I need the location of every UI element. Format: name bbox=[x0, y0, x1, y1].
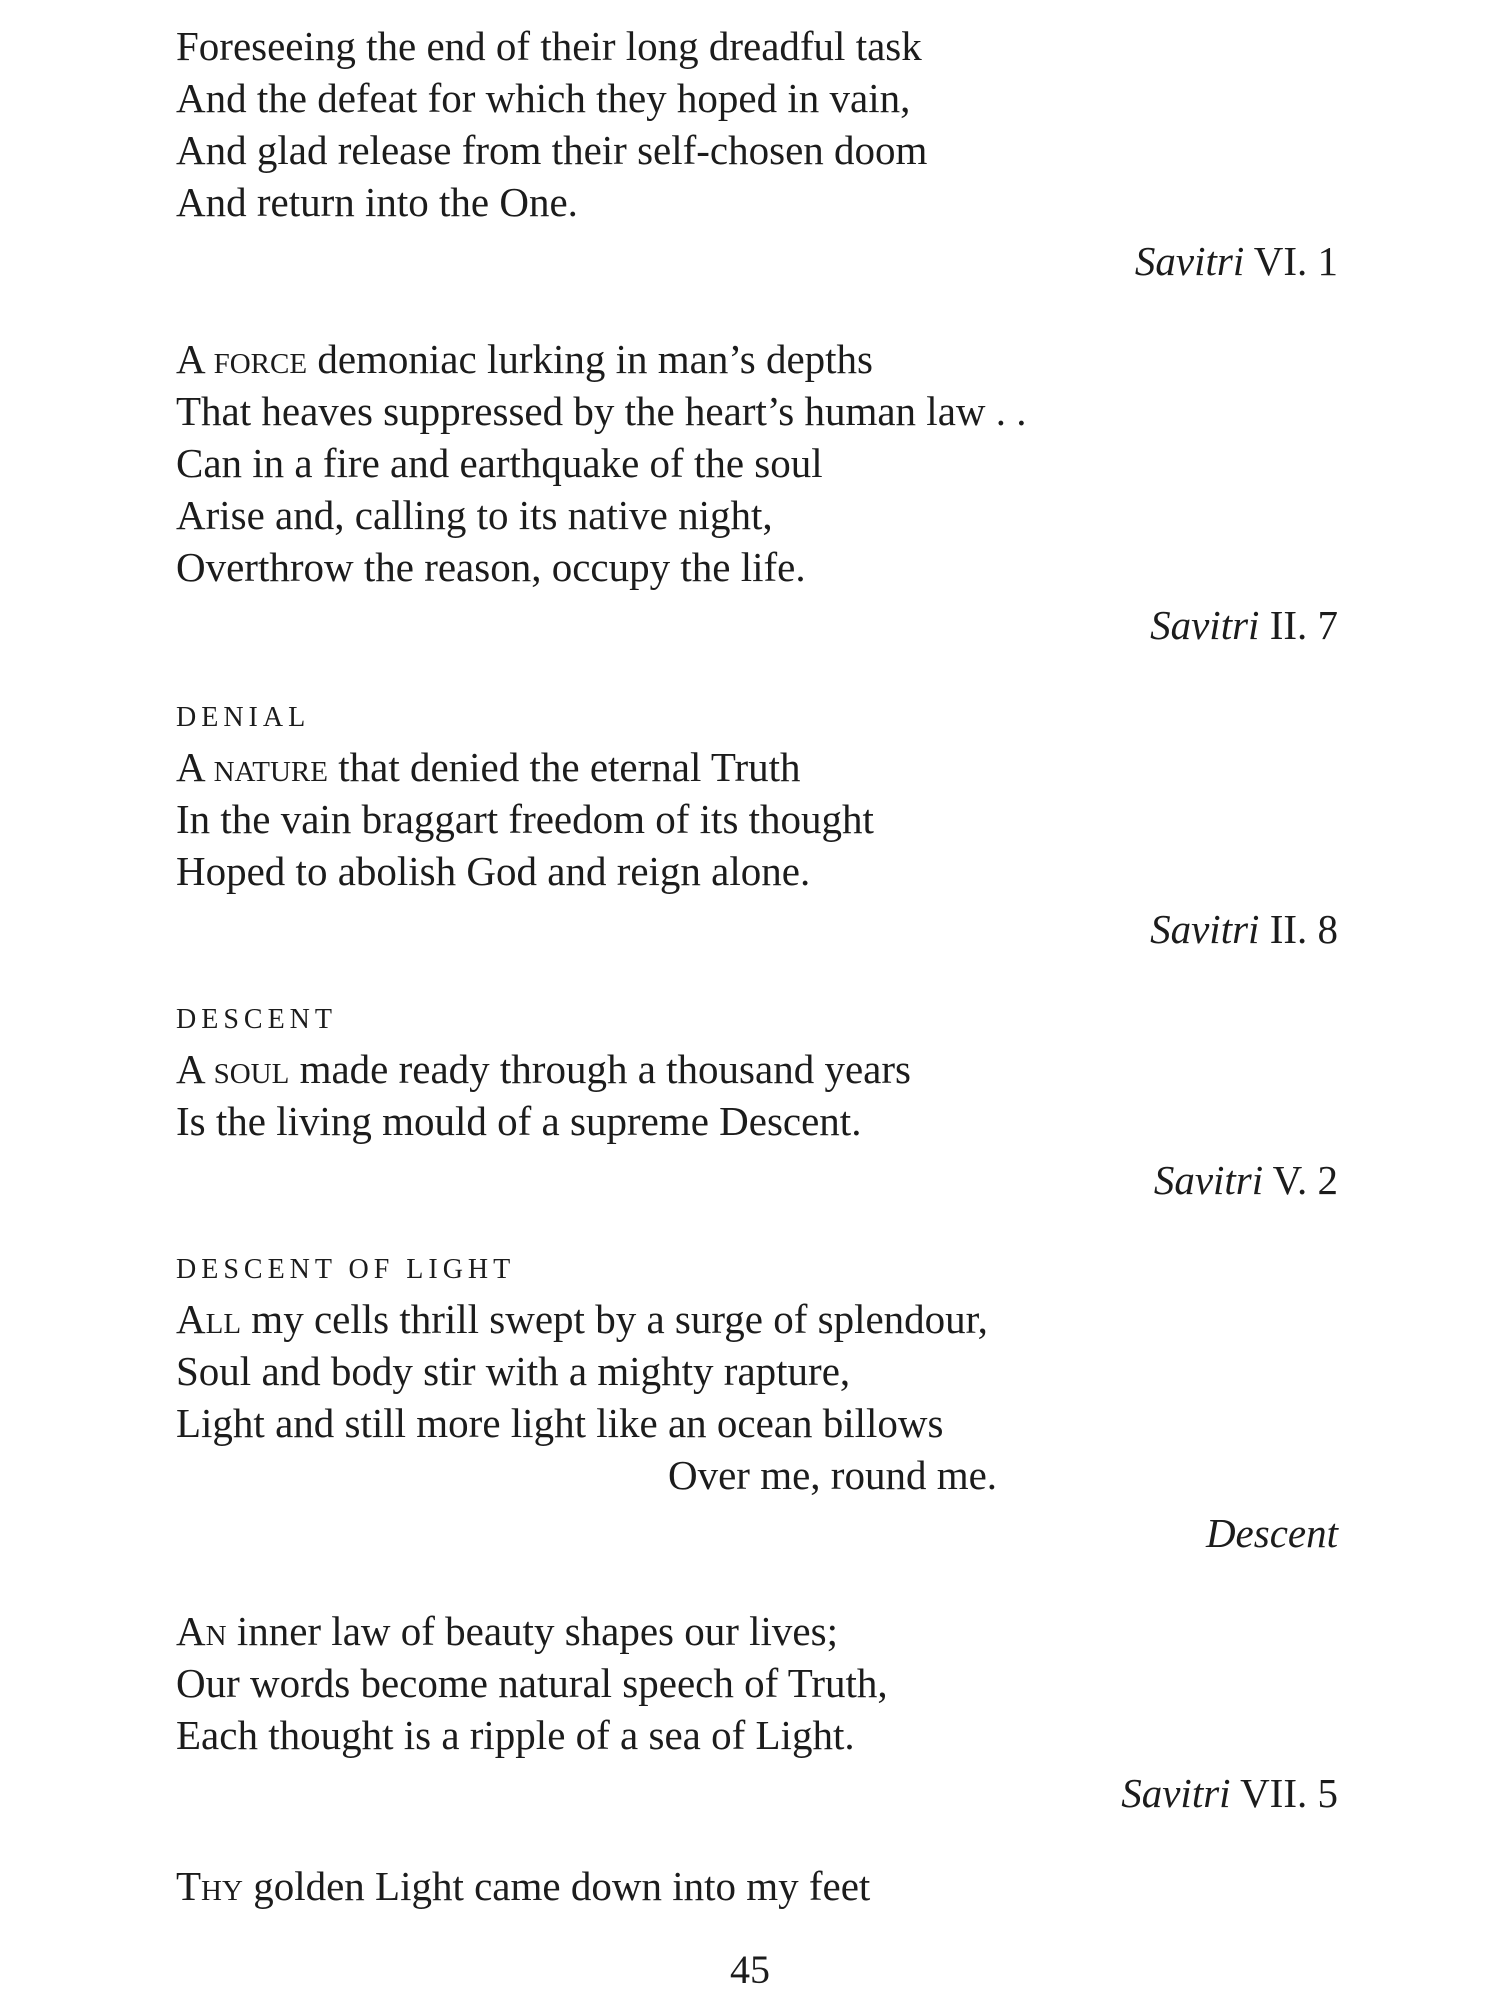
citation bbox=[1121, 1767, 1338, 1819]
verse-line: And the defeat for which they hoped in vain, bbox=[176, 75, 911, 121]
verse-line: Each thought is a ripple of a sea of Light. bbox=[176, 1712, 855, 1758]
line-rest: my cells thrill swept by a surge of splendour, bbox=[241, 1296, 988, 1342]
verse-line: And glad release from their self-chosen doom bbox=[176, 127, 928, 173]
citation-ref: VII. 5 bbox=[1240, 1770, 1338, 1816]
verse-line: Soul and body stir with a mighty rapture, bbox=[176, 1348, 851, 1394]
lead-words: Thy bbox=[176, 1863, 243, 1909]
verse-line: Overthrow the reason, occupy the life. bbox=[176, 544, 806, 590]
verse-line-first bbox=[176, 333, 873, 385]
citation-work: Savitri bbox=[1153, 1157, 1264, 1203]
citation-ref: II. 8 bbox=[1269, 906, 1338, 952]
citation-ref: II. 7 bbox=[1269, 602, 1338, 648]
verse-line: Our words become natural speech of Truth, bbox=[176, 1660, 888, 1706]
verse-line: And return into the One. bbox=[176, 179, 578, 225]
lead-words: An bbox=[176, 1608, 227, 1654]
line-rest: inner law of beauty shapes our lives; bbox=[226, 1608, 838, 1654]
line-rest: that denied the eternal Truth bbox=[327, 744, 801, 790]
citation bbox=[1154, 1154, 1338, 1206]
verse-line: Hoped to abolish God and reign alone. bbox=[176, 848, 811, 894]
verse-line: Foreseeing the end of their long dreadful task bbox=[176, 23, 922, 69]
verse-line-first bbox=[176, 1293, 988, 1345]
verse-line-first bbox=[176, 1860, 870, 1912]
citation bbox=[1150, 599, 1338, 651]
verse-line: That heaves suppressed by the heart’s human law . . bbox=[176, 388, 1027, 434]
lead-words: A nature bbox=[176, 744, 328, 790]
verse-line: Light and still more light like an ocean billows bbox=[176, 1400, 944, 1446]
citation-work: Savitri bbox=[1121, 1770, 1231, 1816]
verse-line-first bbox=[176, 1605, 838, 1657]
verse-line-indented: Over me, round me. bbox=[668, 1452, 998, 1498]
section-heading: DESCENT OF LIGHT bbox=[176, 1254, 516, 1285]
citation-work: Savitri bbox=[1150, 906, 1260, 952]
citation-work: Savitri bbox=[1150, 602, 1260, 648]
line-rest: golden Light came down into my feet bbox=[242, 1863, 871, 1909]
citation bbox=[1135, 235, 1338, 287]
citation bbox=[1150, 903, 1338, 955]
verse-line-first bbox=[176, 741, 801, 793]
lead-words: A force bbox=[176, 336, 308, 382]
citation-work: Savitri bbox=[1134, 238, 1245, 284]
line-rest: demoniac lurking in man’s depths bbox=[307, 336, 874, 382]
section-heading: DENIAL bbox=[176, 702, 311, 733]
verse-line: In the vain braggart freedom of its thought bbox=[176, 796, 874, 842]
verse-line-first bbox=[176, 1043, 911, 1095]
citation-ref: V. 2 bbox=[1272, 1157, 1338, 1203]
citation bbox=[1206, 1507, 1338, 1559]
verse-line: Can in a fire and earthquake of the soul bbox=[176, 440, 823, 486]
section-heading: DESCENT bbox=[176, 1004, 337, 1035]
citation-ref: VI. 1 bbox=[1253, 238, 1338, 284]
line-rest: made ready through a thousand years bbox=[289, 1046, 911, 1092]
lead-words: A soul bbox=[176, 1046, 290, 1092]
verse-line: Arise and, calling to its native night, bbox=[176, 492, 773, 538]
page-number: 45 bbox=[730, 1947, 770, 1992]
verse-line: Is the living mould of a supreme Descent. bbox=[176, 1098, 862, 1144]
lead-words: All bbox=[176, 1296, 242, 1342]
citation-work: Descent bbox=[1205, 1510, 1338, 1556]
